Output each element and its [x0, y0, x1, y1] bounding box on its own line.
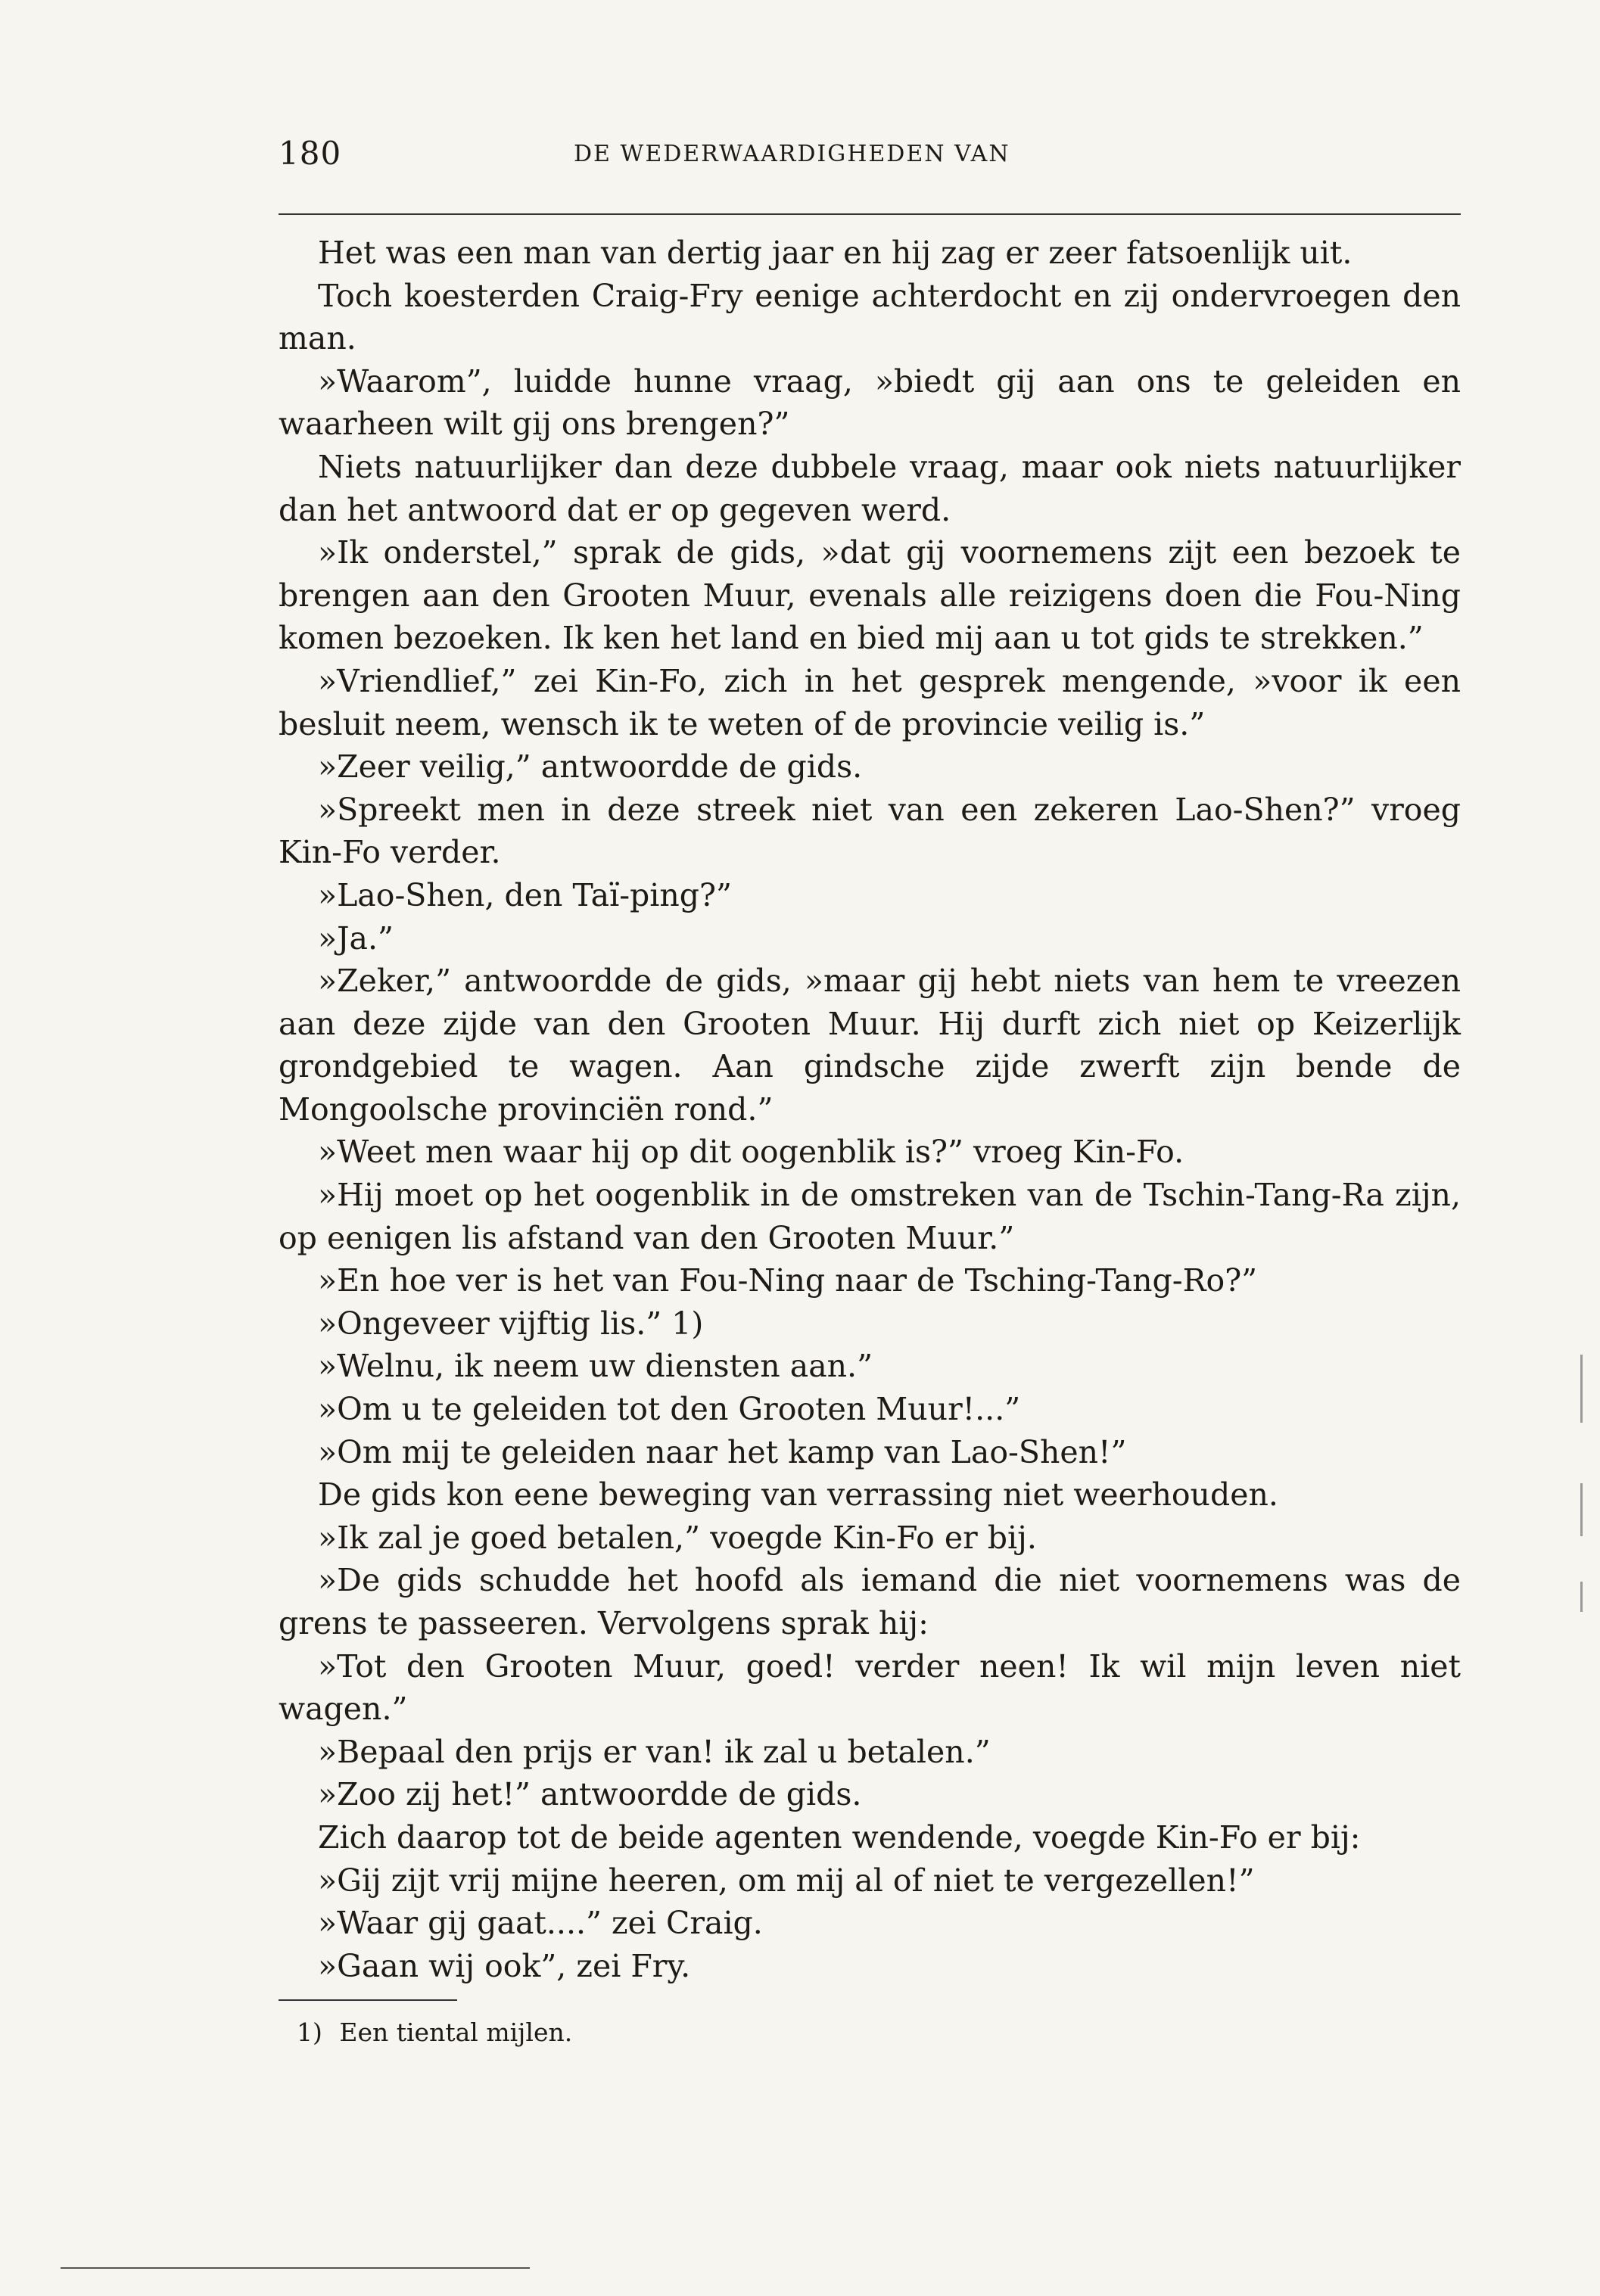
paragraph: »Om mij te geleiden naar het kamp van Lao-Shen!”: [318, 1433, 1127, 1470]
margin-scan-mark: [1580, 1483, 1583, 1536]
paragraph: »Gij zijt vrij mijne heeren, om mij al of niet te vergezellen!”: [318, 1862, 1255, 1899]
paragraph: »Weet men waar hij op dit oogenblik is?” vroeg Kin-Fo.: [318, 1134, 1184, 1171]
paragraph: »Om u te geleiden tot den Grooten Muur!...”: [318, 1391, 1021, 1428]
paragraph: »Spreekt men in deze streek niet van een zekeren Lao-Shen?” vroeg Kin-Fo verder.: [279, 791, 1461, 871]
paragraph: Het was een man van dertig jaar en hij zag er zeer fatsoenlijk uit.: [318, 235, 1353, 271]
paragraph: »Ja.”: [318, 919, 394, 957]
footnote-text: Een tiental mijlen.: [339, 2018, 573, 2047]
margin-scan-mark: [1580, 1355, 1583, 1423]
paragraph: »Zoo zij het!” antwoordde de gids.: [318, 1776, 862, 1813]
margin-scan-mark: [1580, 1582, 1583, 1612]
paragraph: »Lao-Shen, den Taï-ping?”: [318, 876, 732, 913]
paragraph: Toch koesterden Craig-Fry eenige achterdocht en zij ondervroegen den man.: [279, 277, 1461, 357]
body-text: [279, 232, 1461, 1987]
paragraph: »Ik onderstel,” sprak de gids, »dat gij voornemens zijt een bezoek te brengen aan den Grooten Muur, evenals alle reizigens doen die Fou-Ning komen bezoeken. Ik ken het land en bied mij aan u tot gids te strekken.”: [279, 534, 1461, 657]
paragraph: »Waar gij gaat....” zei Craig.: [318, 1905, 763, 1942]
paragraph: »Ik zal je goed betalen,” voegde Kin-Fo er bij.: [318, 1519, 1037, 1556]
paragraph: »De gids schudde het hoofd als iemand die niet voornemens was de grens te passeeren. Vervolgens sprak hij:: [279, 1562, 1461, 1641]
paragraph: »Bepaal den prijs er van! ik zal u betalen.”: [318, 1733, 991, 1770]
footnote-marker: 1): [297, 2018, 322, 2047]
paragraph: »En hoe ver is het van Fou-Ning naar de Tsching-Tang-Ro?”: [318, 1262, 1258, 1299]
header-rule: [279, 213, 1461, 215]
page-number: 180: [279, 135, 342, 172]
paragraph: »Zeer veilig,” antwoordde de gids.: [318, 748, 863, 786]
paragraph: »Gaan wij ook”, zei Fry.: [318, 1947, 691, 1984]
paragraph: »Hij moet op het oogenblik in de omstreken van de Tschin-Tang-Ra zijn, op eenigen lis afstand van den Grooten Muur.”: [279, 1177, 1461, 1256]
paragraph: De gids kon eene beweging van verrassing niet weerhouden.: [318, 1476, 1278, 1514]
paragraph: »Tot den Grooten Muur, goed! verder neen! Ik wil mijn leven niet wagen.”: [279, 1647, 1461, 1728]
running-title: DE WEDERWAARDIGHEDEN VAN: [574, 141, 1010, 167]
paragraph: »Welnu, ik neem uw diensten aan.”: [318, 1348, 873, 1385]
footnote-rule: [279, 1999, 457, 2001]
paragraph: Niets natuurlijker dan deze dubbele vraag, maar ook niets natuurlijker dan het antwoord dat er op gegeven werd.: [279, 448, 1461, 528]
scan-edge-mark: [61, 2267, 530, 2269]
paragraph: »Ongeveer vijftig lis.” 1): [318, 1305, 704, 1342]
page-header: [279, 135, 1461, 180]
paragraph: »Waarom”, luidde hunne vraag, »biedt gij aan ons te geleiden en waarheen wilt gij ons brengen?”: [279, 362, 1461, 443]
footnote: [297, 2016, 572, 2049]
paragraph: »Vriendlief,” zei Kin-Fo, zich in het gesprek mengende, »voor ik een besluit neem, wensch ik te weten of de provincie veilig is.”: [279, 662, 1461, 742]
paragraph: »Zeker,” antwoordde de gids, »maar gij hebt niets van hem te vreezen aan deze zijde van den Grooten Muur. Hij durft zich niet op Keizerlijk grondgebied te wagen. Aan gindsche zijde zwerft zijn bende de Mongoolsche provinciën rond.”: [279, 963, 1461, 1128]
paragraph: Zich daarop tot de beide agenten wendende, voegde Kin-Fo er bij:: [318, 1818, 1361, 1856]
